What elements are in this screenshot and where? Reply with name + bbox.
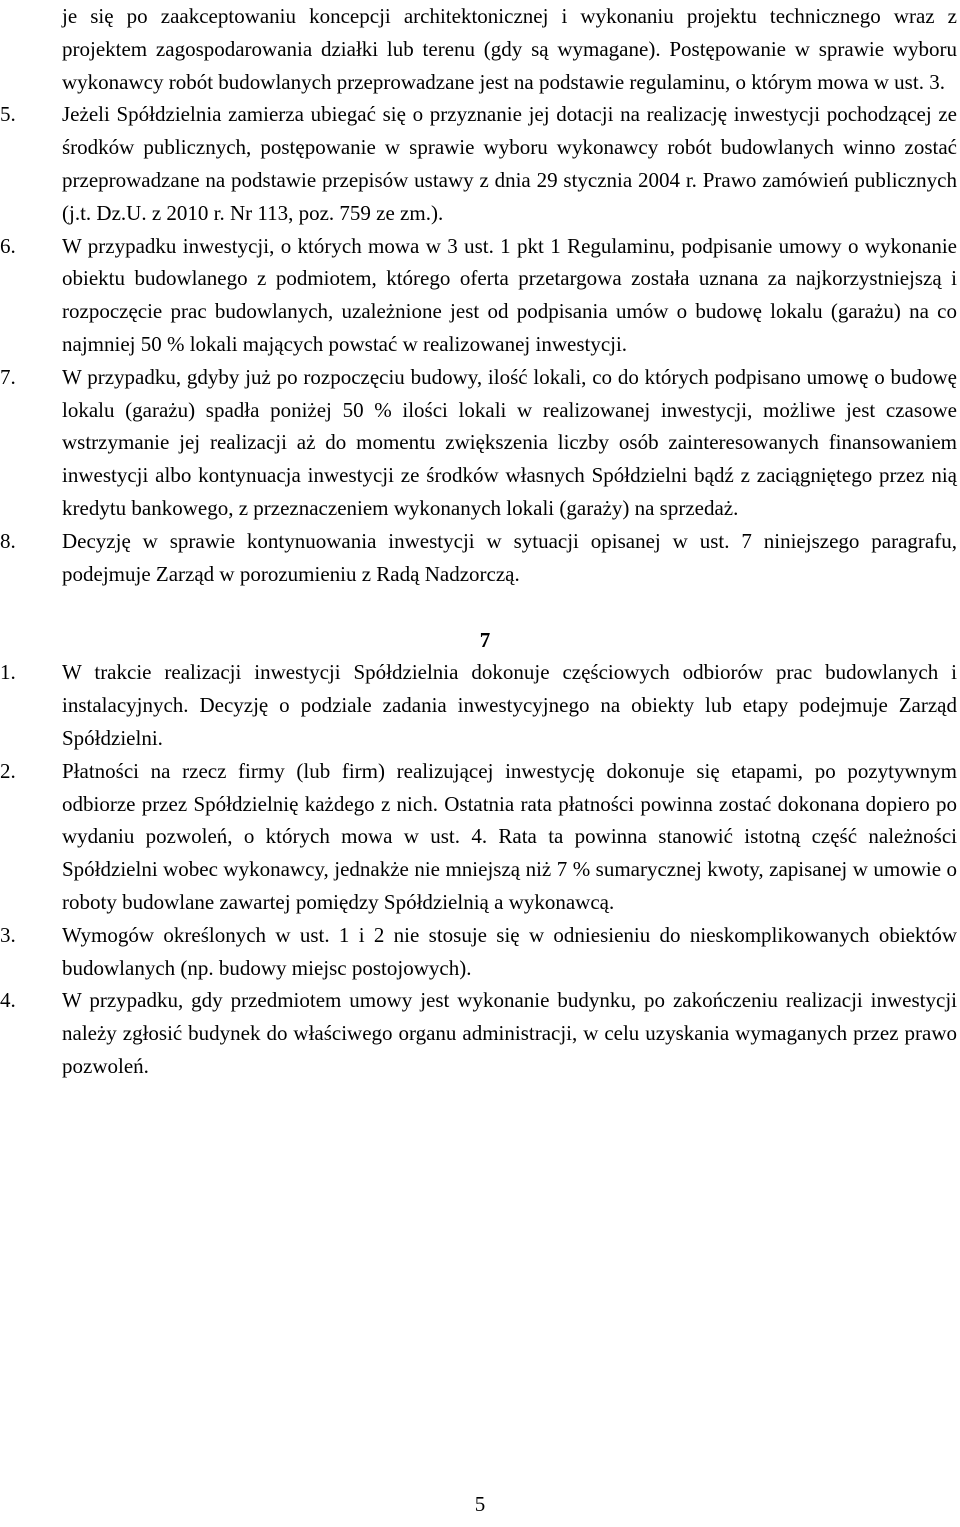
list-item-6 (0, 230, 960, 361)
list-item-number: 2. (0, 758, 16, 783)
list-item-text: W przypadku, gdyby już po rozpoczęciu budowy, ilość lokali, co do których podpisano umowę o budowę lokalu (garażu) spadła poniżej 50 % ilości lokali w realizowanej inwestycji, możliwe jest czasowe wstrzymanie jej realizacji aż do momentu zwiększenia liczby osób zainteresowanych finansowaniem inwestycji albo kontynuacja inwestycji ze środków własnych Spółdzielni bądź z zaciągniętego przez nią kredytu bankowego, z przeznaczeniem wykonanych lokali (garaży) na sprzedaż. (62, 364, 957, 520)
list-item-7 (0, 361, 960, 525)
section-item-4 (0, 984, 960, 1082)
list-item-number: 7. (0, 364, 16, 389)
list-item-text: Płatności na rzecz firmy (lub firm) realizującej inwestycję dokonuje się etapami, po pozytywnym odbiorze przez Spółdzielnię każdego z nich. Ostatnia rata płatności powinna zostać dokonana dopiero po wydaniu pozwoleń, o których mowa w ust. 4. Rata ta powinna stanowić istotną część należności Spółdzielni wobec wykonawcy, jednakże nie mniejszą niż 7 % sumarycznej kwoty, zapisanej w umowie o roboty budowlane zawartej pomiędzy Spółdzielnią a wykonawcą. (62, 758, 957, 914)
section-item-1 (0, 656, 960, 754)
list-item-number: 6. (0, 233, 16, 258)
section-heading (0, 624, 960, 656)
page-number: 5 (474, 1492, 486, 1516)
list-item-5 (0, 98, 960, 229)
section-item-2 (0, 755, 960, 919)
list-item-text: W przypadku, gdy przedmiotem umowy jest wykonanie budynku, po zakończeniu realizacji inwestycji należy zgłosić budynek do właściwego organu administracji, w celu uzyskania wymaganych przez prawo pozwoleń. (62, 988, 957, 1078)
list-item-text: W trakcie realizacji inwestycji Spółdzielnia dokonuje częściowych odbiorów prac budowlanych i instalacyjnych. Decyzję o podziale zadania inwestycyjnego na obiekty lub etapy podejmuje Zarząd Spółdzielni. (62, 660, 957, 750)
section-number: 7 (479, 628, 491, 653)
continuation-paragraph: je się po zaakceptowaniu koncepcji architektonicznej i wykonaniu projektu technicznego wraz z projektem zagospodarowania działki lub terenu (gdy są wymagane). Postępowanie w sprawie wyboru wykonawcy robót budowlanych przeprowadzane jest na podstawie regulaminu, o którym mowa w ust. 3. (62, 4, 957, 94)
list-item-8 (0, 525, 960, 591)
section-item-3 (0, 919, 960, 985)
list-item-number: 1. (0, 660, 16, 685)
list-item-number: 3. (0, 922, 16, 947)
list-item-number: 5. (0, 102, 16, 127)
list-item-text: Wymogów określonych w ust. 1 i 2 nie stosuje się w odniesieniu do nieskomplikowanych obiektów budowlanych (np. budowy miejsc postojowych). (62, 922, 957, 980)
list-item-number: 4. (0, 988, 16, 1013)
list-item-text: Decyzję w sprawie kontynuowania inwestycji w sytuacji opisanej w ust. 7 niniejszego paragrafu, podejmuje Zarząd w porozumieniu z Radą Nadzorczą. (62, 528, 957, 586)
list-item-text: Jeżeli Spółdzielnia zamierza ubiegać się o przyznanie jej dotacji na realizację inwestycji pochodzącej ze środków publicznych, postępowanie w sprawie wyboru wykonawcy robót budowlanych winno zostać przeprowadzane na podstawie przepisów ustawy z dnia 29 stycznia 2004 r. Prawo zamówień publicznych (j.t. Dz.U. z 2010 r. Nr 113, poz. 759 ze zm.). (62, 102, 957, 225)
list-item-text: W przypadku inwestycji, o których mowa w 3 ust. 1 pkt 1 Regulaminu, podpisanie umowy o wykonanie obiektu budowlanego z podmiotem, którego oferta przetargowa została uznana za najkorzystniejszą i rozpoczęcie prac budowlanych, uzależnione jest od podpisania umów o budowę lokalu (garażu) na co najmniej 50 % lokali mających powstać w realizowanej inwestycji. (62, 233, 957, 356)
list-item-number: 8. (0, 528, 16, 553)
